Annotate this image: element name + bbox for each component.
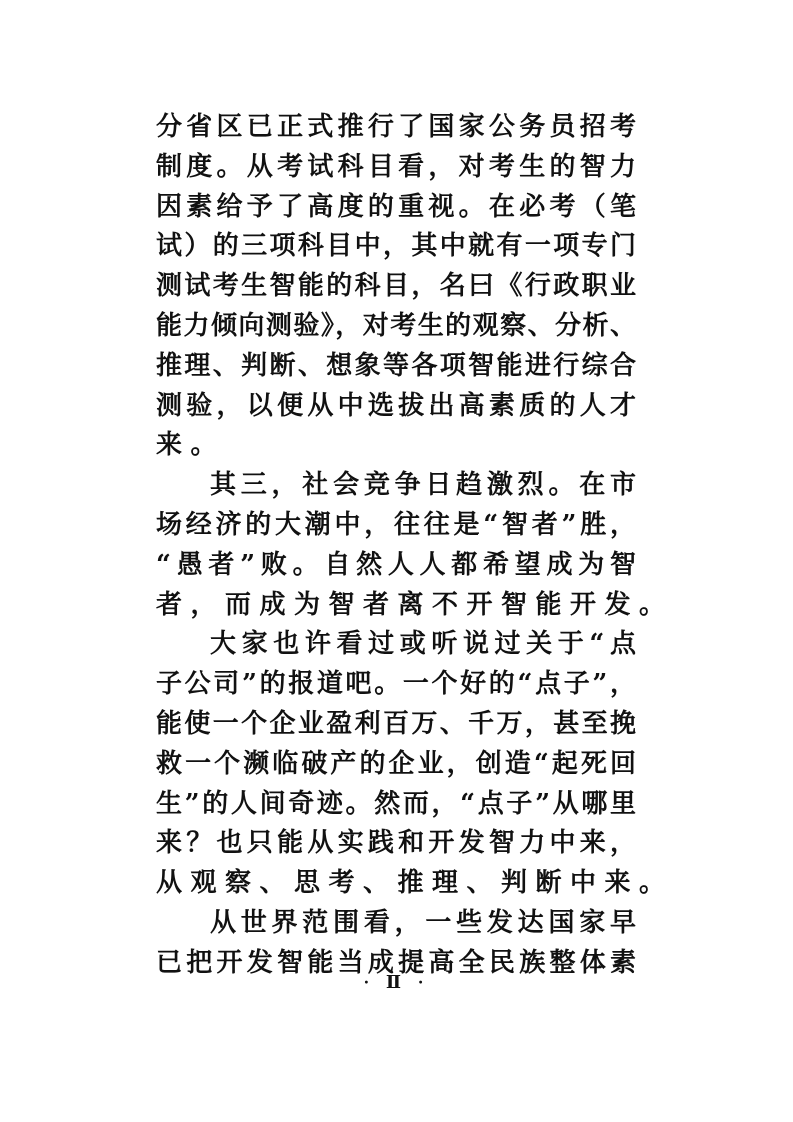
text-line: 因素给予了高度的重视。在必考（笔 <box>156 191 636 222</box>
text-line-paragraph-end: 来。 <box>156 430 226 461</box>
text-line: 测试考生智能的科目，名曰《行政职业 <box>156 271 636 302</box>
text-line-paragraph-start: 大家也许看过或听说过关于“点 <box>210 629 636 660</box>
text-line: 来？也只能从实践和开发智力中来， <box>156 828 636 859</box>
text-line: 能力倾向测验》，对考生的观察、分析、 <box>156 310 636 341</box>
text-line: 生”的人间奇迹。然而，“点子”从哪里 <box>156 788 636 819</box>
text-line-paragraph-end: 从观察、思考、推理、判断中来。 <box>156 868 674 899</box>
text-line: 救一个濒临破产的企业，创造“起死回 <box>156 748 636 779</box>
text-line: 制度。从考试科目看，对考生的智力 <box>156 151 636 182</box>
body-text <box>156 108 674 984</box>
text-line-paragraph-start: 其三，社会竞争日趋激烈。在市 <box>210 470 636 501</box>
text-line: 试）的三项科目中，其中就有一项专门 <box>156 231 636 262</box>
text-line: 子公司”的报道吧。一个好的“点子”， <box>156 669 636 700</box>
text-line: 场经济的大潮中，往往是“智者”胜， <box>156 509 636 540</box>
text-line: 分省区已正式推行了国家公务员招考 <box>156 112 636 142</box>
text-line: 推理、判断、想象等各项智能进行综合 <box>156 350 636 381</box>
page-number: · Ⅱ · <box>363 972 430 992</box>
text-line-paragraph-end: 者，而成为智者离不开智能开发。 <box>156 589 674 620</box>
text-line: 已把开发智能当成提高全民族整体素 <box>156 947 636 978</box>
text-line: 测验，以便从中选拔出高素质的人才 <box>156 390 636 421</box>
text-line: 能使一个企业盈利百万、千万，甚至挽 <box>156 708 636 739</box>
text-line: “愚者”败。自然人人都希望成为智 <box>156 549 636 580</box>
text-line-paragraph-start: 从世界范围看，一些发达国家早 <box>210 907 636 938</box>
